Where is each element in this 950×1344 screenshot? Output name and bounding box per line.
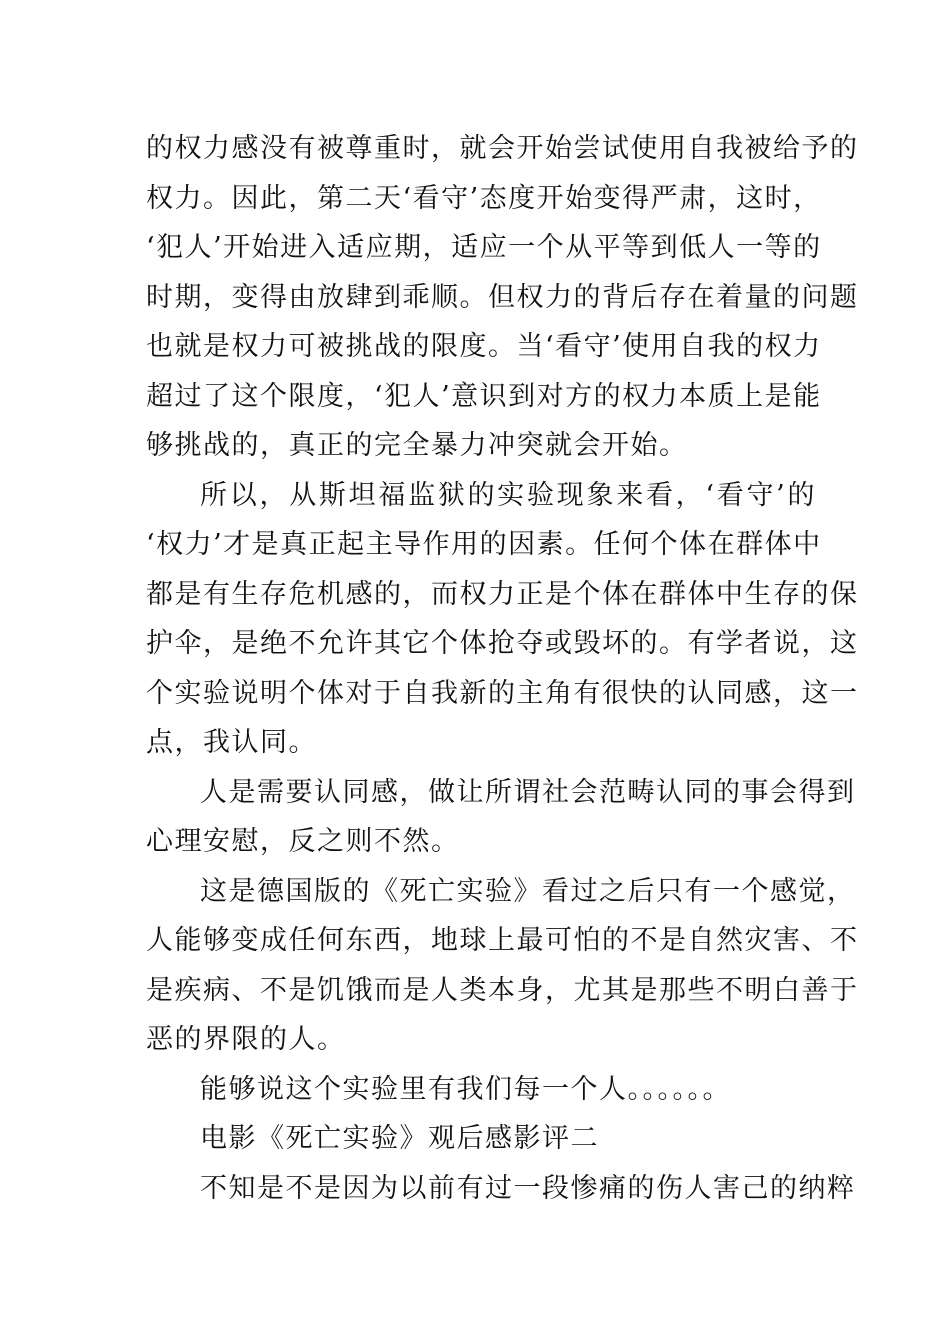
text-line: 人是需要认同感，做让所谓社会范畴认同的事会得到 <box>200 776 856 808</box>
text-line: 的权力感没有被尊重时，就会开始尝试使用自我被给予的 <box>146 133 859 164</box>
paragraph-1 <box>146 124 859 471</box>
text-line: 能够说这个实验里有我们每一个人。。。。。。 <box>200 1073 731 1105</box>
text-line: 人能够变成任何东西，地球上最可怕的不是自然灾害、不 <box>146 925 859 956</box>
text-line: 护伞，是绝不允许其它个体抢夺或毁坏的。有学者说，这 <box>146 628 859 659</box>
text-line: 都是有生存危机感的，而权力正是个体在群体中生存的保 <box>146 578 859 610</box>
paragraph-5 <box>146 1065 816 1115</box>
text-line: 够挑战的，真正的完全暴力冲突就会开始。 <box>146 430 688 461</box>
text-line: 心理安慰，反之则不然。 <box>146 826 460 857</box>
text-line: 个实验说明个体对于自我新的主角有很快的认同感，这一 <box>146 677 859 709</box>
paragraph-7 <box>146 1164 856 1214</box>
text-line: 点，我认同。 <box>146 727 317 758</box>
text-line: 超过了这个限度，‘犯人’意识到对方的权力本质上是能 <box>146 380 822 412</box>
text-line: ‘权力’才是真正起主导作用的因素。任何个体在群体中 <box>146 529 822 560</box>
text-line: 这是德国版的《死亡实验》看过之后只有一个感觉， <box>200 875 856 907</box>
text-line: ‘犯人’开始进入适应期，适应一个从平等到低人一等的 <box>146 232 822 263</box>
text-line: 所以，从斯坦福监狱的实验现象来看，‘看守’的 <box>200 479 816 511</box>
paragraph-4 <box>146 867 859 1065</box>
text-line: 恶的界限的人。 <box>146 1024 346 1055</box>
paragraph-2 <box>146 471 859 768</box>
text-line: 电影《死亡实验》观后感影评二 <box>200 1123 599 1154</box>
text-line: 也就是权力可被挑战的限度。当‘看守’使用自我的权力 <box>146 331 822 362</box>
document-page <box>146 124 859 1213</box>
text-line: 是疾病、不是饥饿而是人类本身，尤其是那些不明白善于 <box>146 974 859 1006</box>
paragraph-3 <box>146 768 856 867</box>
text-line: 时期，变得由放肆到乖顺。但权力的背后存在着量的问题 <box>146 281 859 313</box>
section-heading <box>146 1114 816 1164</box>
text-line: 权力。因此，第二天‘看守’态度开始变得严肃，这时， <box>146 182 822 214</box>
text-line: 不知是不是因为以前有过一段惨痛的伤人害己的纳粹 <box>200 1172 856 1204</box>
